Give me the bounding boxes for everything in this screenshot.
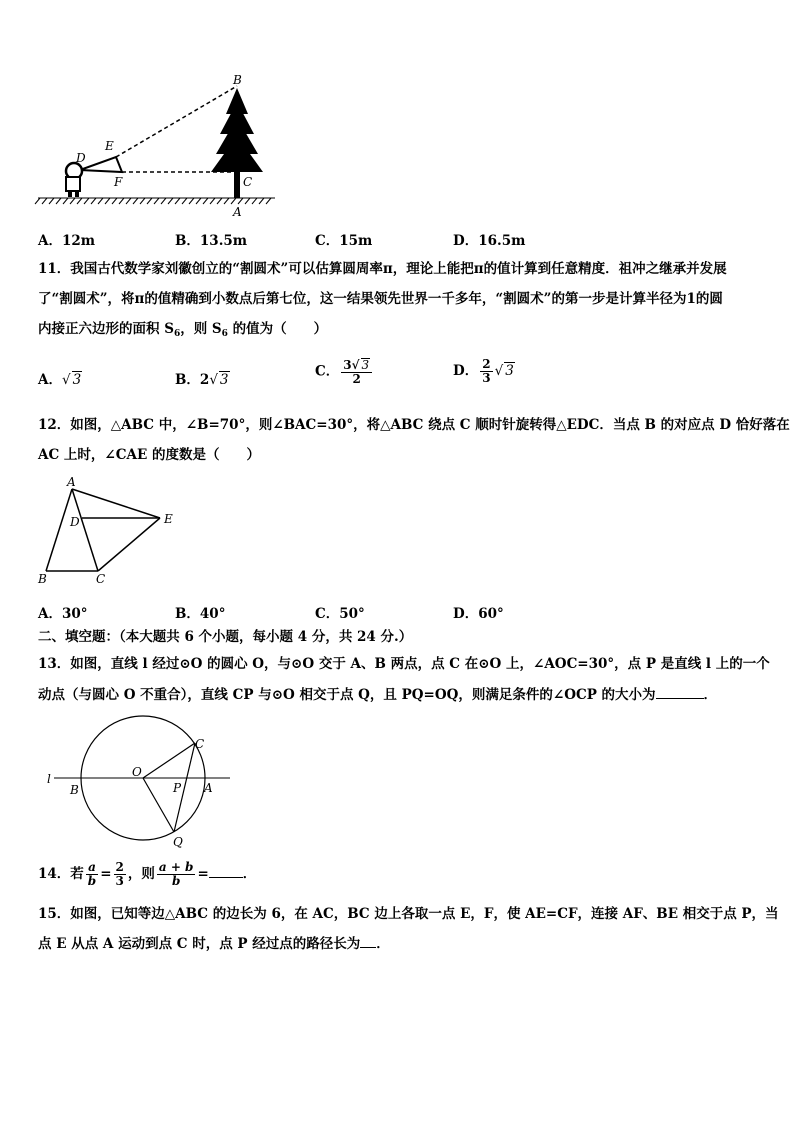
- q15-line1: 15．如图，已知等边△ABC 的边长为 6，在 AC，BC 边上各取一点 E，F，使 AE=CF，连接 AF、BE 相交于点 P，当: [38, 906, 779, 922]
- label-C: C: [96, 572, 106, 586]
- q12-option-a: A．30°: [38, 606, 88, 622]
- label-F: F: [114, 175, 123, 189]
- label-E: E: [164, 512, 173, 526]
- ground-hatch: [35, 198, 275, 204]
- label-B: B: [38, 572, 47, 586]
- q11-line2: 了“割圆术”，将π的值精确到小数点后第七位，这一结果领先世界一千多年，“割圆术”的第一步是计算半径为1的圆: [38, 291, 723, 307]
- q12-option-b: B．40°: [175, 606, 226, 622]
- q10-option-a: A．12m: [38, 233, 96, 249]
- q10-option-c: C．15m: [315, 233, 373, 249]
- section-heading: 二、填空题：（本大题共 6 个小题，每小题 4 分，共 24 分.）: [38, 629, 413, 645]
- q10-figure: [30, 74, 290, 222]
- label-C: C: [243, 175, 253, 189]
- q13-line2: 动点（与圆心 O 不重合），直线 CP 与⊙O 相交于点 Q，且 PQ=OQ，则满足条件的∠OCP 的大小为 ．: [38, 687, 718, 703]
- label-E: E: [105, 139, 114, 153]
- q12-line1: 12．如图，△ABC 中，∠B=70°，则∠BAC=30°，将△ABC 绕点 C 顺时针旋转得△EDC．当点 B 的对应点 D 恰好落在: [38, 417, 790, 433]
- tree: [211, 88, 263, 198]
- q11-line3: 内接正六边形的面积 $S_6$，则 $S_6$ 的值为（ ）: [38, 321, 328, 339]
- q14-line: 14．若 $\frac{a}{b}$ = $\frac{2}{3}$ ，则 $\frac{a + b}{b}$ = ．: [38, 860, 257, 888]
- label-Q: Q: [173, 835, 183, 849]
- q10-option-b: B．13.5m: [175, 233, 248, 249]
- label-P: P: [173, 781, 182, 795]
- q12-figure: [34, 476, 184, 588]
- person: [66, 163, 82, 197]
- label-A: A: [233, 205, 242, 219]
- dashed-line-eb: [116, 86, 237, 157]
- label-D: D: [76, 151, 86, 165]
- q11-option-d: D． $\frac{2}{3}$ √ 3: [453, 357, 514, 385]
- q13-figure: [40, 712, 240, 852]
- label-A: A: [67, 476, 76, 489]
- q11-option-b: B．2√ 3: [175, 372, 229, 388]
- q11-line1: 11．我国古代数学家刘徽创立的“割圆术”可以估算圆周率π，理论上能把π的值计算到任意精度．祖冲之继承并发展: [38, 261, 727, 277]
- q11-option-c: C． $\frac{3√ 3}{2}$: [315, 358, 374, 386]
- label-O: O: [132, 765, 142, 779]
- q15-line2: 点 E 从点 A 运动到点 C 时，点 P 经过点的路径长为 ．: [38, 936, 390, 952]
- q12-option-d: D．60°: [453, 606, 504, 622]
- label-B: B: [233, 74, 242, 87]
- label-A: A: [204, 781, 213, 795]
- q13-line1: 13．如图，直线 l 经过⊙O 的圆心 O，与⊙O 交于 A、B 两点，点 C 在⊙O 上，∠AOC=30°，点 P 是直线 l 上的一个: [38, 656, 770, 672]
- q12-option-c: C．50°: [315, 606, 365, 622]
- label-D: D: [70, 515, 80, 529]
- label-l: l: [47, 772, 51, 786]
- q11-option-a: A．√ 3: [38, 372, 82, 388]
- triangle-def: [80, 157, 122, 172]
- q10-option-d: D．16.5m: [453, 233, 526, 249]
- label-C: C: [195, 737, 205, 751]
- label-B: B: [70, 783, 79, 797]
- q12-line2: AC 上时，∠CAE 的度数是（ ）: [38, 447, 260, 463]
